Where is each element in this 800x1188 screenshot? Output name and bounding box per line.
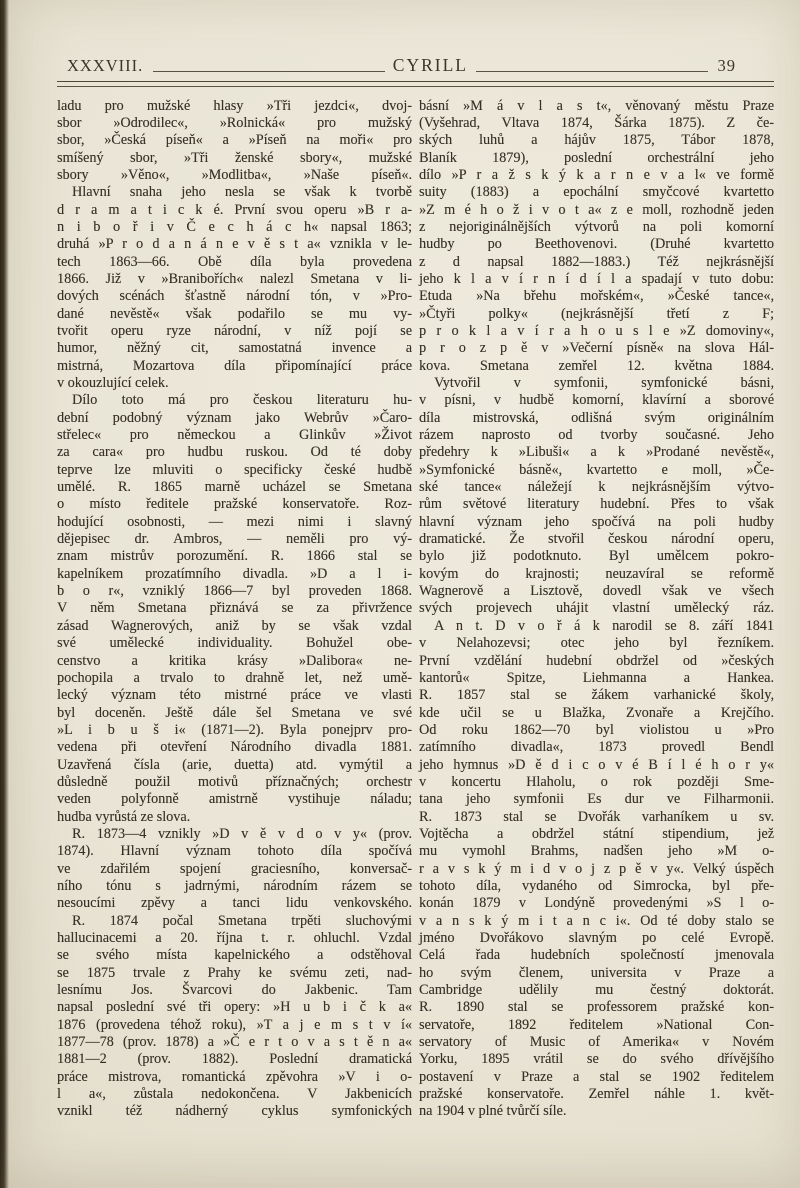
scan-edge-left — [0, 0, 9, 1188]
text-line: R. 1857 stal se žákem varhanické školy, — [419, 687, 774, 704]
text-line: básní »M á v l a s t«, věnovaný městu Praze — [419, 97, 774, 114]
text-columns — [57, 98, 774, 1121]
text-line: kova. Smetana zemřel 12. května 1884. — [419, 357, 774, 374]
text-line: sbor, »Česká píseň« a »Píseň na moři« pro — [57, 132, 412, 149]
text-line: napsal poslední své tři opery: »H u b i č k a« — [57, 999, 412, 1016]
text-line: servatoře, 1892 ředitelem »National Con- — [419, 1016, 774, 1033]
text-line: Uzavřená čísla (arie, duetta) atd. vymýtil a — [57, 756, 412, 773]
text-line: ho svým členem, universita v Praze a — [419, 964, 774, 981]
text-line: ve zdařilém spojení graciesního, konversač- — [57, 860, 412, 877]
text-line: ské tance« náležejí k nejkrásnějším výtvo- — [419, 479, 774, 496]
text-line: V něm Smetana přiznává se za přivržence — [57, 600, 412, 617]
text-line: zásad Wagnerových, aniž by se však vzdal — [57, 617, 412, 634]
text-line: ských luhů a hájův 1875, Tábor 1878, — [419, 132, 774, 149]
text-line: zatímního divadla«, 1873 provedl Bendl — [419, 739, 774, 756]
text-line: nesoucími zpěvy a tanci lidu venkovského. — [57, 895, 412, 912]
text-line: smíšený sbor, »Tři ženské sbory«, mužské — [57, 149, 412, 166]
text-line: hudba vyrůstá ze slova. — [57, 808, 191, 825]
text-line: p r o k l a v í r a h o u s l e »Z domoviny«, — [419, 322, 774, 339]
text-line: byl doceněn. Ještě dále šel Smetana ve své — [57, 704, 412, 721]
text-line: censtvo a kritika krásy »Dalibora« ne- — [57, 652, 412, 669]
text-line: humor, něžný cit, samostatná invence a — [57, 340, 412, 357]
text-line: rázem naprosto od tvorby současné. Jeho — [419, 427, 774, 444]
text-line: lesnímu Jos. Švarcovi do Jakbenic. Tam — [57, 982, 412, 999]
text-line: Dílo toto má pro českou literaturu hu- — [72, 392, 412, 409]
text-line: r a v s k ý m i d v o j z p ě v y«. Velký úspěch — [419, 860, 774, 877]
text-line: jeho k l a v í r n í d í l a spadají v tuto dobu: — [419, 270, 774, 287]
text-line: dových scénách šťastně národní tón, v »Pro- — [57, 288, 412, 305]
text-line: dílo »P r a ž s k ý k a r n e v a l« ve formě — [419, 166, 774, 183]
text-line: práce mistrova, romantická zpěvohra »V i o- — [57, 1068, 412, 1085]
text-line: pražské konservatoře. Zemřel náhle 1. květ- — [419, 1086, 774, 1103]
text-line: tohoto díla, vydaného od Simrocka, byl pře- — [419, 877, 774, 894]
text-line: 1876 (provedena téhož roku), »T a j e m s t v í« — [57, 1016, 412, 1033]
text-line: l a«, zůstala nedokončena. V Jakbenicích — [57, 1086, 412, 1103]
text-line: veden polyfonně amistrně vystihuje náladu; — [57, 791, 412, 808]
text-line: kovým do krajnosti; neuzavíral se reformě — [419, 565, 774, 582]
text-line: mistrná, Mozartova díla připomínající práce — [57, 357, 412, 374]
text-line: tvořit operu ryze národní, v níž pojí se — [57, 322, 412, 339]
text-line: vedena při otevření Národního divadla 1881. — [57, 739, 412, 756]
text-line: kantorů« Spitze, Liehmanna a Hankea. — [419, 669, 774, 686]
text-line: Hlavní snaha jeho nesla se však k tvorbě — [72, 184, 412, 201]
text-line: dební podobný význam jako Webrův »Čaro- — [57, 409, 412, 426]
text-line: své umělecké individuality. Bohužel obe- — [57, 635, 412, 652]
text-line: hallucinacemi a 20. října t. r. ohluchl. Vzdal — [57, 930, 412, 946]
text-line: bylo již podotknuto. Byl umělcem pokro- — [419, 548, 774, 565]
text-line: hodující osobnosti, — mezi nimi i slavný — [57, 513, 412, 530]
text-line: vznikl též nádherný cyklus symfonických — [57, 1103, 412, 1120]
folio-left: XXXVIII. — [67, 56, 144, 75]
text-line: Od roku 1862—70 byl violistou u »Pro — [419, 721, 774, 738]
text-line: d r a m a t i c k é. První svou operu »B r a- — [57, 201, 412, 218]
text-line: Vojtěcha a obdržel státní stipendium, jež — [419, 825, 774, 842]
header-rule-right — [476, 71, 708, 72]
text-line: 1881—2 (prov. 1882). Poslední dramatická — [57, 1051, 412, 1068]
text-line: R. 1890 stal se professorem pražské kon- — [419, 999, 774, 1016]
text-line: A n t. D v o ř á k narodil se 8. září 1841 — [434, 617, 774, 634]
text-line: Cambridge udělily mu čestný doktorát. — [419, 982, 774, 999]
text-line: servatory of Music of Amerika« v Novém — [419, 1034, 774, 1051]
text-line: se 1875 trvale z Prahy ke svému zeti, nad- — [57, 964, 412, 981]
text-line: (Vyšehrad, Vltava 1874, Šárka 1875). Z če- — [419, 114, 774, 131]
text-line: tana jeho symfonii Es dur ve Filharmonii. — [419, 791, 774, 808]
page-header — [57, 55, 774, 76]
text-line: »L i b u š i« (1871—2). Byla ponejprv pro- — [57, 721, 412, 738]
text-line: Blaník 1879), poslední orchestrální jeho — [419, 149, 774, 166]
text-line: za cara« pro hudbu ruskou. Od té doby — [57, 444, 412, 461]
text-line: Yorku, 1895 vrátil se do svého dřívějšího — [419, 1051, 774, 1068]
text-line: b o r«, vzniklý 1866—7 byl proveden 1868. — [57, 583, 412, 600]
text-line: R. 1873—4 vznikly »D v ě v d o v y« (prov. — [72, 825, 412, 842]
text-line: svých projevech uhájit vlastní umělecký ráz. — [419, 600, 774, 617]
text-line: se svého místa kapelnického a odstěhoval — [57, 947, 412, 964]
text-line: Vytvořil v symfonii, symfonické básni, — [434, 375, 774, 391]
text-line: střelec« pro německou a Glinkův »Život — [57, 427, 412, 444]
text-line: suity (1883) a epochální smyčcové kvartetto — [419, 184, 774, 201]
text-line: konán 1879 v Londýně provedenými »S l o- — [419, 895, 774, 912]
text-line: kapelníkem prozatímního divadla. »D a l i- — [57, 565, 412, 582]
text-line: »Symfonické básně«, kvartetto e moll, »Če- — [419, 461, 774, 478]
folio-right: 39 — [717, 56, 737, 75]
text-line: sbor »Odrodilec«, »Rolnická« pro mužský — [57, 114, 412, 131]
text-line: umělé. R. 1865 marně ucházel se Smetana — [57, 479, 412, 496]
text-line: dramatické. Že stvořil českou národní operu, — [419, 531, 774, 548]
text-line: R. 1873 stal se Dvořák varhaníkem u sv. — [419, 808, 774, 825]
text-line: »Z m é h o ž i v o t a« z e moll, rozhodně jeden — [419, 201, 774, 218]
text-line: v koncertu Hlaholu, o rok později Sme- — [419, 773, 774, 790]
page-content — [57, 55, 774, 1121]
text-line: druhá »P r o d a n á n e v ě s t a« vznikla v le- — [57, 236, 412, 253]
text-line: dějepisec dr. Ambros, — neměli pro vý- — [57, 531, 412, 548]
text-line: jeho hymnus »D ě d i c o v é B í l é h o r y« — [419, 756, 774, 773]
text-line: dané nevěstě« však podařilo se mu vy- — [57, 305, 412, 322]
text-line: Wagnerově a Lisztově, dovedl však ve všech — [419, 583, 774, 600]
text-column-right — [419, 98, 774, 1121]
text-line: tech 1863—66. Obě díla byla provedena — [57, 253, 412, 270]
text-line: v a n s k ý m i t a n c i«. Od té doby stalo se — [419, 912, 774, 929]
text-line: pochopila a trvalo to drahně let, než umě- — [57, 669, 412, 686]
text-line: Etuda »Na břehu mořském«, »České tance«, — [419, 288, 774, 305]
text-line: ního tónu s jadrnými, národním rázem se — [57, 877, 412, 894]
text-line: postavení v Praze a stal se 1902 ředitelem — [419, 1068, 774, 1085]
text-line: z nejoriginálnějších výtvorů na poli komorní — [419, 218, 774, 235]
text-line: předehry k »Libuši« a k »Prodané nevěstě«, — [419, 444, 774, 461]
text-line: n i b o ř i v Č e c h á c h« napsal 1863; — [57, 218, 412, 235]
text-line: v písni, v hudbě komorní, klavírní a sborové — [419, 392, 774, 409]
text-line: 1877—78 (prov. 1878) a »Č e r t o v a s t ě n a« — [57, 1034, 412, 1051]
text-line: Celá řada hudebních společností jmenovala — [419, 947, 774, 964]
text-line: První vzdělání hudební obdržel od »českých — [419, 652, 774, 669]
text-line: kde učil se u Blažka, Zvonaře a Krejčího. — [419, 704, 774, 721]
text-line: z d napsal 1882—1883.) Též nejkrásnější — [419, 253, 774, 270]
text-line: ladu pro mužské hlasy »Tři jezdci«, dvoj- — [57, 97, 412, 114]
text-line: teprve lze mluviti o specificky české hudbě — [57, 461, 412, 478]
running-title: CYRILL — [392, 55, 468, 75]
text-line: 1874). Hlavní význam tohoto díla spočívá — [57, 843, 412, 860]
text-line: na 1904 v plné tvůrčí síle. — [419, 1103, 567, 1120]
text-line: jméno Dvořákovo slavným po celé Evropě. — [419, 930, 774, 946]
text-column-left — [57, 98, 412, 1121]
text-line: díla mistrovská, odlišná svým originálním — [419, 409, 774, 426]
text-line: R. 1874 počal Smetana trpěti sluchovými — [72, 912, 412, 929]
text-line: hlavní význam jeho spočívá na poli hudby — [419, 513, 774, 530]
text-line: v Nelahozevsi; otec jeho byl řezníkem. — [419, 635, 774, 652]
text-line: mu vymohl Brahms, nadšen jeho »M o- — [419, 843, 774, 860]
text-line: hudby po Beethovenovi. (Druhé kvartetto — [419, 236, 774, 253]
text-line: o místo ředitele pražské konservatoře. Roz- — [57, 496, 412, 513]
text-line: znam mistrův porozumění. R. 1866 stal se — [57, 548, 412, 565]
header-double-rule — [57, 81, 774, 87]
text-line: p r o z p ě v »Večerní písně« na slova Hál- — [419, 340, 774, 357]
text-line: rům světové literatury hudební. Přes to však — [419, 496, 774, 513]
text-line: 1866. Již v »Branibořích« nalezl Smetana v li- — [57, 270, 412, 287]
text-line: lecký význam této mistrné práce ve vlasti — [57, 687, 412, 704]
text-line: sbory »Věno«, »Modlitba«, »Naše píseň«. — [57, 166, 412, 183]
text-line: důsledně použil motivů příznačných; orchestr — [57, 773, 412, 790]
text-line: »Čtyři polky« (nejkrásnější třetí z F; — [419, 305, 774, 322]
text-line: v okouzlující celek. — [57, 375, 169, 391]
header-rule-left — [153, 71, 385, 72]
